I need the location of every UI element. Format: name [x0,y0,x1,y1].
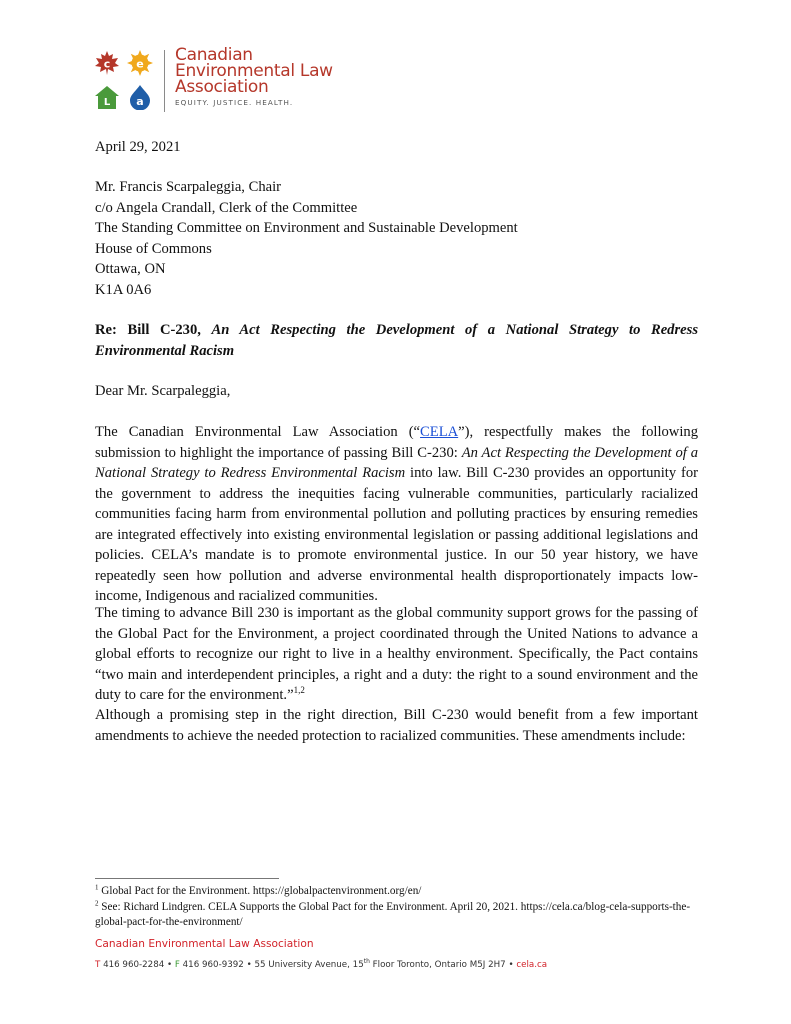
subject-bill-title: An Act Respecting the Development of a National Strategy to Redress Environmental Racism [95,322,698,359]
subject-line [95,320,698,361]
footnote-1 [95,884,715,900]
address-line: K1A 0A6 [95,281,152,298]
footnote-number: 2 [95,898,99,907]
logo-name-line: Association [175,77,269,97]
logo-name-line: Canadian [175,45,253,65]
logo-name-line: Environmental Law [175,61,333,81]
svg-text:c: c [103,57,111,71]
letter-date: April 29, 2021 [95,139,181,155]
footer-contact [95,960,547,970]
footnote-reference[interactable]: 1,2 [293,685,305,696]
footnotes [95,884,715,931]
cela-link[interactable]: CELA [420,424,459,440]
maple-leaf-icon [94,50,120,76]
footer-org-name: Canadian Environmental Law Association [95,938,314,950]
website-link[interactable]: cela.ca [516,960,548,970]
cela-logo [94,44,364,116]
paragraph-text: The Canadian Environmental Law Association (“ [95,424,421,440]
water-drop-icon [127,84,153,110]
fax-and-address: 416 960-9392 • 55 University Avenue, 15 [179,960,364,970]
body-paragraph-1 [95,422,698,607]
footnote-2 [95,900,715,931]
svg-text:e: e [136,57,144,71]
footnote-number: 1 [95,883,99,892]
body-paragraph-2 [95,603,698,706]
bill-title-italic: An Act Respecting the Development of a National Strategy to Redress Environmental Racism [95,444,698,481]
address-line: The Standing Committee on Environment and Sustainable Development [95,220,518,236]
address-line: Ottawa, ON [95,261,166,277]
house-icon [94,84,120,110]
phone-number: 416 960-2284 • [100,960,175,970]
footnote-text: Global Pact for the Environment. https://globalpactenvironment.org/en/ [98,885,422,897]
svg-text:L: L [103,97,111,108]
address-line: House of Commons [95,240,212,257]
address-rest: Floor Toronto, Ontario M5J 2H7 • [369,960,517,970]
address-line: Mr. Francis Scarpaleggia, Chair [95,179,282,195]
paragraph-text: ”), respectfully makes the following submission to highlight the importance of passing Bill C-230: [95,424,698,461]
body-paragraph-3: Although a promising step in the right direction, Bill C-230 would benefit from a few important amendments to achieve the needed protection to racialized communities. These amendments include: [95,707,698,744]
svg-text:a: a [136,95,144,108]
logo-wordmark [175,47,333,107]
logo-divider [164,50,165,112]
subject-prefix: Re: Bill C-230, [95,322,212,338]
fax-label: F [174,960,180,970]
recipient-address [95,177,518,300]
logo-tagline: EQUITY. JUSTICE. HEALTH. [175,98,294,107]
floor-suffix: th [363,958,370,966]
logo-mark [94,44,156,112]
paragraph-text: The timing to advance Bill 230 is important as the global community support grows for the passing of the Global Pact for the Environment, a project coordinated through the United Nations to advance a global efforts to recognize our right to live in a healthy environment. Specifically, the Pact contains “two main and interdependent principles, a right and a duty: the right to a sound environment and the duty to care for the environment.” [95,605,698,703]
salutation: Dear Mr. Scarpaleggia, [95,383,231,399]
paragraph-text: into law. Bill C-230 provides an opportunity for the government to address the inequities facing vulnerable communities, particularly racialized communities facing harm from environmental pollution and polluting practices by ensuring remedies are integrated effectively into existing environmental legislation or passing additional legislations and policies. CELA’s mandate is to promote environmental justice. In our 50 year history, we have repeatedly seen how pollution and adverse environmental health disproportionately impacts low-income, Indigenous and racialized communities. [95,465,698,604]
sun-icon [127,50,153,76]
footnote-text: See: Richard Lindgren. CELA Supports the Global Pact for the Environment. April 20, 2021. https://cela.ca/blog-cela-supports-the-global-pact-for-the-environment/ [95,900,691,928]
phone-label: T [95,960,101,970]
address-line: c/o Angela Crandall, Clerk of the Committee [95,199,358,216]
footnote-separator [95,878,279,879]
